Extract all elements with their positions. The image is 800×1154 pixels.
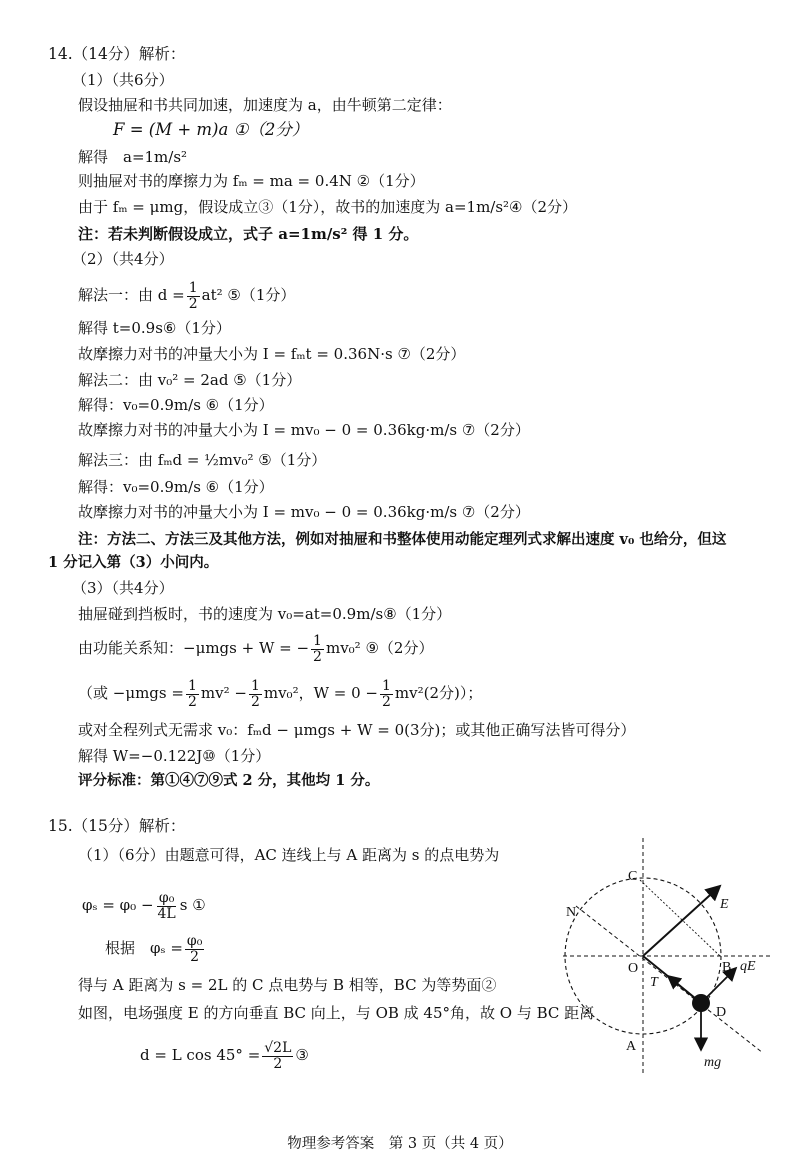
frac-num: √2L	[264, 1039, 292, 1056]
fraction-half	[187, 281, 200, 312]
eq-prefix: 由功能关系知：−μmgs + W = −	[78, 639, 310, 657]
q14-line: 解得：v₀=0.9m/s ⑥（1分）	[78, 478, 274, 496]
eq-prefix: d = L cos 45° =	[140, 1046, 261, 1064]
q14-line: 或对全程列式无需求 v₀：fₘd − μmgs + W = 0(3分)；或其他正确写法皆可得分）	[78, 721, 636, 739]
frac-den: 2	[313, 648, 322, 665]
q14-line: 则抽屉对书的摩擦力为 fₘ = ma = 0.4N ②（1分）	[78, 172, 425, 190]
frac-den: 4L	[157, 905, 176, 922]
eq-suffix: mv₀² ⑨（2分）	[325, 639, 434, 657]
q14-line: 抽屉碰到挡板时，书的速度为 v₀=at=0.9m/s⑧（1分）	[78, 605, 452, 623]
label-a: A	[626, 1039, 637, 1054]
frac-num: 1	[382, 677, 391, 694]
q15-equation-2	[105, 928, 206, 968]
fraction-half	[186, 679, 199, 710]
label-d: D	[716, 1005, 727, 1020]
label-n: N	[566, 905, 577, 920]
q14-note-1: 注：若未判断假设成立，式子 a=1m/s² 得 1 分。	[78, 225, 419, 243]
fraction	[185, 934, 204, 965]
q14-line: 故摩擦力对书的冲量大小为 I = mv₀ − 0 = 0.36kg·m/s ⑦（2分）	[78, 503, 530, 521]
label-e: E	[720, 897, 729, 912]
q15-line: （1）（6分）由题意可得，AC 连线上与 A 距离为 s 的点电势为	[78, 846, 500, 864]
q14-line: 解得：v₀=0.9m/s ⑥（1分）	[78, 396, 274, 414]
eq-prefix: 根据 φₛ =	[105, 939, 183, 957]
eq-prefix: 解法一：由 d =	[78, 286, 185, 304]
eq-prefix: φₛ = φ₀ −	[82, 896, 154, 914]
fraction-half	[380, 679, 393, 710]
label-o: O	[628, 961, 639, 976]
q14-method1-line1	[78, 277, 295, 313]
frac-den: 2	[250, 693, 260, 710]
electric-field-diagram	[548, 838, 778, 1078]
q14-part3-energy-eq	[78, 630, 433, 666]
frac-den: 2	[188, 295, 198, 312]
frac-num: φ₀	[186, 932, 203, 949]
frac-den: 2	[190, 948, 200, 965]
frac-num: 1	[187, 677, 197, 694]
frac-num: φ₀	[158, 889, 175, 906]
frac-num: 1	[313, 632, 322, 649]
label-t: T	[650, 975, 658, 990]
q15-title: 15.（15分）解析：	[48, 817, 186, 835]
q14-part3-heading: （3）（共4分）	[72, 579, 174, 597]
q14-part2-heading: （2）（共4分）	[72, 250, 174, 268]
frac-num: 1	[188, 279, 198, 296]
label-b: B	[722, 960, 732, 975]
frac-den: 2	[382, 693, 391, 710]
fraction	[262, 1041, 293, 1072]
q15-equation-1	[82, 885, 206, 925]
eq-suffix: at² ⑤（1分）	[201, 286, 296, 304]
q14-line: 解法二：由 v₀² = 2ad ⑤（1分）	[78, 371, 302, 389]
fraction	[156, 891, 178, 922]
fraction-half	[249, 679, 262, 710]
field-e-arrow	[643, 886, 720, 956]
q15-line: 得与 A 距离为 s = 2L 的 C 点电势与 B 相等，BC 为等势面②	[78, 976, 497, 994]
eq-part: mv₀²，W = 0 −	[263, 684, 378, 702]
frac-num: 1	[250, 677, 260, 694]
q14-line: 解得 W=−0.122J⑩（1分）	[78, 747, 271, 765]
q15-equation-3	[140, 1035, 309, 1075]
q14-line: 解得 a=1m/s²	[78, 148, 188, 166]
q14-line: 故摩擦力对书的冲量大小为 I = mv₀ − 0 = 0.36kg·m/s ⑦（2分）	[78, 421, 530, 439]
q14-line: 解得 t=0.9s⑥（1分）	[78, 319, 231, 337]
q14-note-2b: 1 分记入第（3）小问内。	[48, 554, 219, 571]
eq-suffix: s ①	[179, 896, 206, 914]
q14-part3-alt-eq	[78, 675, 482, 711]
q14-note-2a: 注：方法二、方法三及其他方法，例如对抽屉和书整体使用动能定理列式求解出速度 v₀ 也给分，但这	[78, 531, 727, 548]
label-qe: qE	[740, 959, 756, 974]
eq-part: mv²(2分)）；	[394, 684, 483, 702]
q14-line: 解法三：由 fₘd = ½mv₀² ⑤（1分）	[78, 451, 327, 469]
q14-part1-heading: （1）（共6分）	[72, 71, 174, 89]
label-mg: mg	[704, 1055, 722, 1070]
eq-part: （或 −μmgs =	[78, 684, 184, 702]
page-footer: 物理参考答案 第 3 页（共 4 页）	[287, 1136, 513, 1152]
frac-den: 2	[187, 693, 197, 710]
eq-part: mv² −	[200, 684, 247, 702]
q15-line: 如图，电场强度 E 的方向垂直 BC 向上，与 OB 成 45°角，故 O 与 BC 距离	[78, 1004, 595, 1022]
eq-suffix: ③	[295, 1046, 309, 1064]
chord-cb	[640, 880, 720, 956]
charged-ball	[692, 994, 710, 1012]
frac-den: 2	[273, 1055, 283, 1072]
q14-line: 故摩擦力对书的冲量大小为 I = fₘt = 0.36N·s ⑦（2分）	[78, 345, 466, 363]
q14-line: 假设抽屉和书共同加速，加速度为 a，由牛顿第二定律：	[78, 96, 452, 114]
q14-scoring-criteria: 评分标准：第①④⑦⑨式 2 分，其他均 1 分。	[78, 772, 380, 789]
q14-title: 14.（14分）解析：	[48, 45, 186, 63]
diagonal-dashed-line	[576, 906, 763, 1053]
q14-line: 由于 fₘ = μmg，假设成立③（1分），故书的加速度为 a=1m/s²④（2分）	[78, 198, 578, 216]
q14-equation-1: F = (M + m)a ①（2分）	[113, 120, 309, 139]
fraction-half	[311, 634, 324, 665]
label-c: C	[628, 869, 638, 884]
